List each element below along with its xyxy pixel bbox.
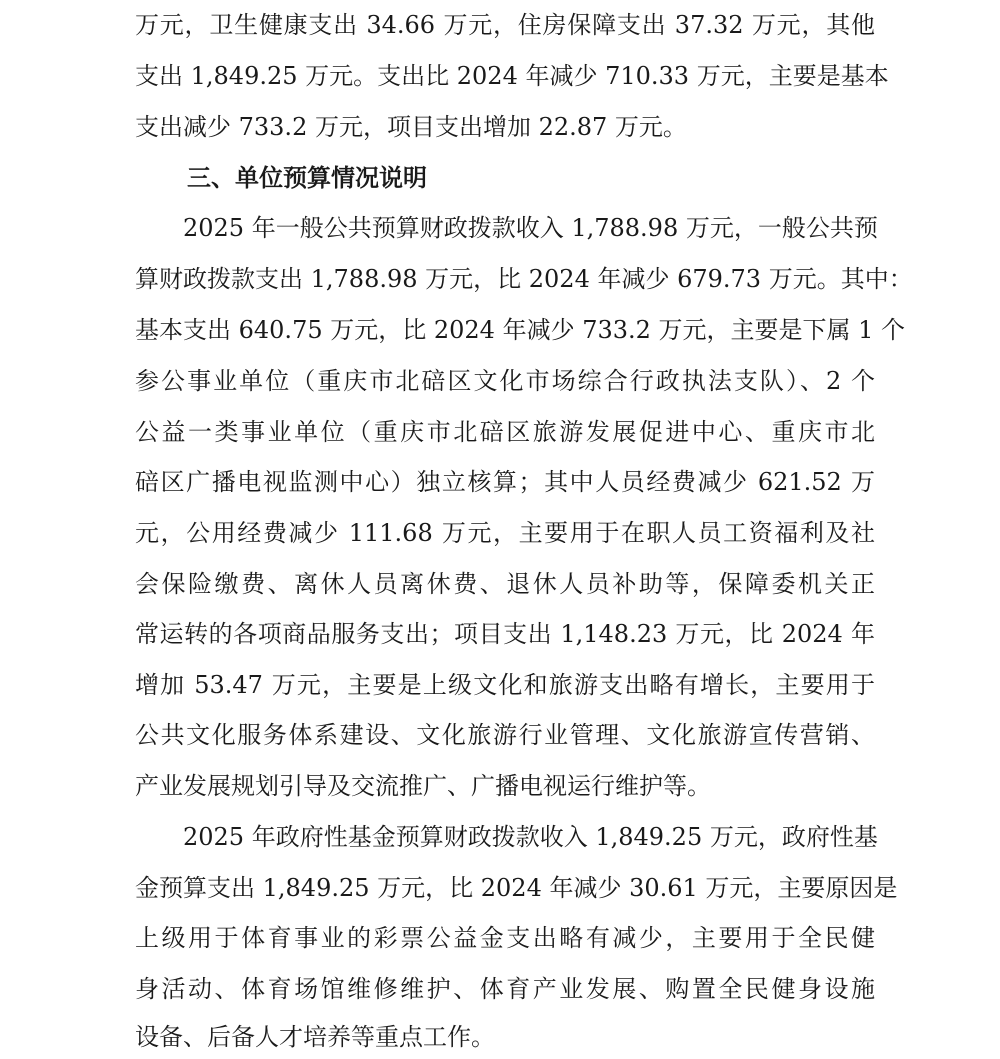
section-heading: 三、单位预算情况说明 <box>187 164 427 192</box>
fund-budget-line-5: 设备、后备人才培养等重点工作。 <box>135 1023 495 1051</box>
general-budget-line-1: 2025 年一般公共预算财政拨款收入 1,788.98 万元，一般公共预 <box>183 214 878 242</box>
fund-budget-line-4: 身活动、体育场馆维修维护、体育产业发展、购置全民健身设施 <box>135 975 875 1003</box>
general-budget-line-8: 会保险缴费、离休人员离休费、退休人员补助等，保障委机关正 <box>135 570 875 598</box>
fund-budget-line-1: 2025 年政府性基金预算财政拨款收入 1,849.25 万元，政府性基 <box>183 823 878 851</box>
general-budget-line-6: 碚区广播电视监测中心）独立核算；其中人员经费减少 621.52 万 <box>135 468 875 496</box>
general-budget-line-2: 算财政拨款支出 1,788.98 万元，比 2024 年减少 679.73 万元。其中： <box>135 265 913 293</box>
fund-budget-line-3: 上级用于体育事业的彩票公益金支出略有减少，主要用于全民健 <box>135 924 875 952</box>
intro-line-1: 万元，卫生健康支出 34.66 万元，住房保障支出 37.32 万元，其他 <box>135 11 875 39</box>
general-budget-line-11: 公共文化服务体系建设、文化旅游行业管理、文化旅游宣传营销、 <box>135 721 875 749</box>
general-budget-line-3: 基本支出 640.75 万元，比 2024 年减少 733.2 万元，主要是下属 1 个 <box>135 316 906 344</box>
general-budget-line-4: 参公事业单位（重庆市北碚区文化市场综合行政执法支队）、2 个 <box>135 367 875 395</box>
general-budget-line-10: 增加 53.47 万元，主要是上级文化和旅游支出略有增长，主要用于 <box>135 671 875 699</box>
intro-line-2: 支出 1,849.25 万元。支出比 2024 年减少 710.33 万元，主要是基本 <box>135 62 889 90</box>
general-budget-line-9: 常运转的各项商品服务支出；项目支出 1,148.23 万元，比 2024 年 <box>135 620 875 648</box>
general-budget-line-12: 产业发展规划引导及交流推广、广播电视运行维护等。 <box>135 772 711 800</box>
general-budget-line-7: 元，公用经费减少 111.68 万元，主要用于在职人员工资福利及社 <box>135 519 875 547</box>
fund-budget-line-2: 金预算支出 1,849.25 万元，比 2024 年减少 30.61 万元，主要原因是 <box>135 874 898 902</box>
general-budget-line-5: 公益一类事业单位（重庆市北碚区旅游发展促进中心、重庆市北 <box>135 418 875 446</box>
intro-line-3: 支出减少 733.2 万元，项目支出增加 22.87 万元。 <box>135 113 687 141</box>
